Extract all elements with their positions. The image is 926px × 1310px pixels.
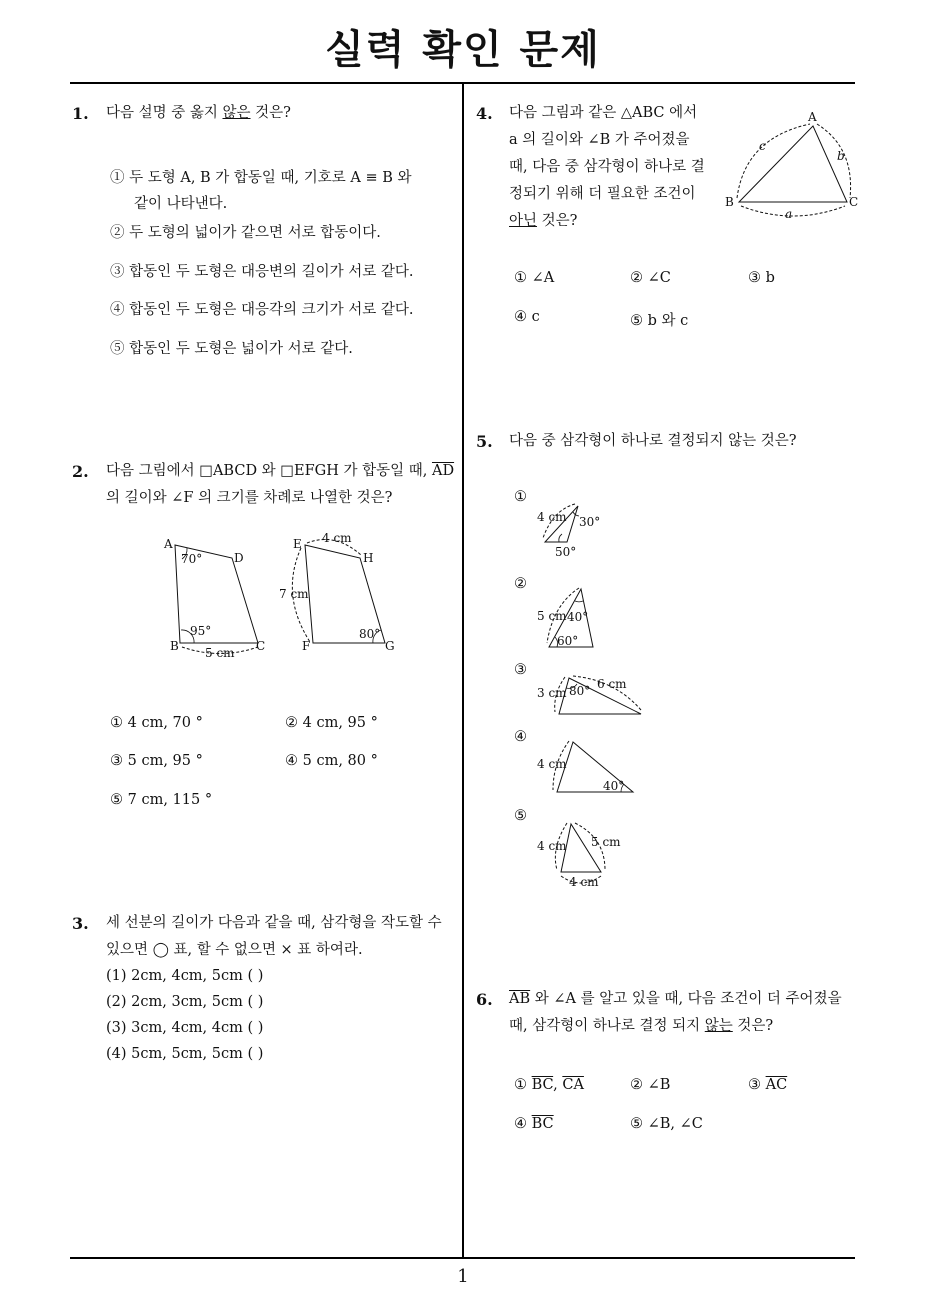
side-a-label: a [785,207,793,221]
option-1: ① $\overline{BC}$, $\overline{CA}$ [514,1077,584,1093]
option-5: ⑤ 7 cm, 115 ° [110,792,213,808]
question-number: 2. [72,462,89,481]
question-text-line2: 때, 삼각형이 하나로 결정 되지 않는 것은? [509,1018,774,1034]
question-text-line2: a 의 길이와 ∠B 가 주어졌을 [509,132,690,148]
bottom-rule [70,1257,855,1259]
vertex-b: B [725,195,734,209]
congruent-quadrilaterals-figure [160,530,400,665]
option-1-triangle [535,498,615,563]
length-bc-label: 5 cm [205,646,235,660]
question-text-line2: 의 길이와 ∠F 의 크기를 차례로 나열한 것은? [106,490,393,506]
question-text-line1: $\overline{AB}$ 와 ∠A 를 알고 있을 때, 다음 조건이 더 주어졌을 [509,991,842,1007]
option-5: ⑤ ∠B, ∠C [630,1116,703,1132]
vertex-a: A [164,537,173,551]
option-2-angle-top: 40° [567,610,589,624]
option-1-mark: ① [514,489,527,505]
question-text-line1: 다음 그림에서 □ABCD 와 □EFGH 가 합동일 때, $\overline{AD}$ [106,463,455,479]
question-number: 3. [72,914,89,933]
option-1: ① 두 도형 A, B 가 합동일 때, 기호로 A ≡ B 와 [110,170,412,186]
question-text-line1: 다음 그림과 같은 △ABC 에서 [509,105,698,121]
triangle-abc-figure [725,108,860,223]
question-number: 6. [476,990,493,1009]
angle-g-label: 80° [359,627,381,641]
question-text: 다음 설명 중 옳지 않은 것은? [106,105,291,121]
length-ef-label: 7 cm [279,587,309,601]
option-2: ② 4 cm, 95 ° [285,715,378,731]
option-3: ③ 합동인 두 도형은 대응변의 길이가 서로 같다. [110,264,414,280]
option-4: ④ 합동인 두 도형은 대응각의 크기가 서로 같다. [110,302,414,318]
question-text-line5: 아닌 것은? [509,213,578,229]
question-text-line4: 정되기 위해 더 필요한 조건이 [509,186,696,202]
option-4-triangle [535,738,640,798]
option-5: ⑤ b 와 c [630,313,689,329]
option-2-side-label: 5 cm [537,609,567,623]
option-1: ① ∠A [514,270,555,286]
option-2-triangle [535,585,615,650]
vertex-d: D [234,551,244,565]
vertex-b: B [170,639,179,653]
option-2: ② 두 도형의 넓이가 같으면 서로 합동이다. [110,225,381,241]
option-3-side-label-2: 6 cm [597,677,627,691]
side-b-label: b [837,149,845,163]
option-1-cont: 같이 나타낸다. [134,196,228,212]
option-4-angle-label: 40° [603,779,625,793]
question-text-line2: 있으면 ◯ 표, 할 수 없으면 × 표 하여라. [106,942,363,958]
option-1-angle-bottom: 50° [555,545,577,559]
option-2-mark: ② [514,576,527,592]
question-text: 다음 중 삼각형이 하나로 결정되지 않는 것은? [509,433,797,449]
option-4: ④ 5 cm, 80 ° [285,753,378,769]
option-5-side-bottom: 4 cm [569,875,599,889]
question-text-line3: 때, 다음 중 삼각형이 하나로 결 [509,159,705,175]
item-1: (1) 2cm, 4cm, 5cm ( ) [106,968,264,984]
angle-b-label: 95° [190,624,212,638]
vertex-c: C [849,195,859,209]
item-4: (4) 5cm, 5cm, 5cm ( ) [106,1046,264,1062]
option-2: ② ∠B [630,1077,671,1093]
vertex-c: C [256,639,266,653]
length-eh-label: 4 cm [322,531,352,545]
item-2: (2) 2cm, 3cm, 5cm ( ) [106,994,264,1010]
option-2: ② ∠C [630,270,671,286]
question-number: 5. [476,432,493,451]
option-3-mark: ③ [514,662,527,678]
option-5-triangle [535,818,630,893]
question-number: 4. [476,104,493,123]
option-5: ⑤ 합동인 두 도형은 넓이가 서로 같다. [110,341,353,357]
question-number: 1. [72,104,89,123]
vertex-a: A [808,110,817,124]
option-4: ④ $\overline{BC}$ [514,1116,554,1132]
option-3-side-label: 3 cm [537,686,567,700]
item-3: (3) 3cm, 4cm, 4cm ( ) [106,1020,264,1036]
option-4-side-label: 4 cm [537,757,567,771]
option-1-angle-top: 30° [579,515,601,529]
option-1-side-label: 4 cm [537,510,567,524]
option-4: ④ c [514,309,540,325]
vertex-g: G [385,639,395,653]
option-5-side-right: 5 cm [591,835,621,849]
option-3-triangle [535,672,647,722]
option-3-angle-label: 80° [569,684,591,698]
column-divider [462,83,464,1259]
option-3: ③ b [748,270,775,286]
question-text-line1: 세 선분의 길이가 다음과 같을 때, 삼각형을 작도할 수 [106,915,442,931]
option-5-side-left: 4 cm [537,839,567,853]
vertex-h: H [363,551,374,565]
angle-a-label: 70° [181,552,203,566]
vertex-f: F [302,639,311,653]
vertex-e: E [293,537,302,551]
option-3: ③ 5 cm, 95 ° [110,753,203,769]
page-number: 1 [457,1266,469,1287]
option-3: ③ $\overline{AC}$ [748,1077,788,1093]
option-5-mark: ⑤ [514,808,527,824]
option-1: ① 4 cm, 70 ° [110,715,203,731]
option-2-angle-bottom: 60° [557,634,579,648]
side-c-label: c [759,139,766,153]
page-title: 실력 확인 문제 [325,27,601,73]
option-4-mark: ④ [514,729,527,745]
